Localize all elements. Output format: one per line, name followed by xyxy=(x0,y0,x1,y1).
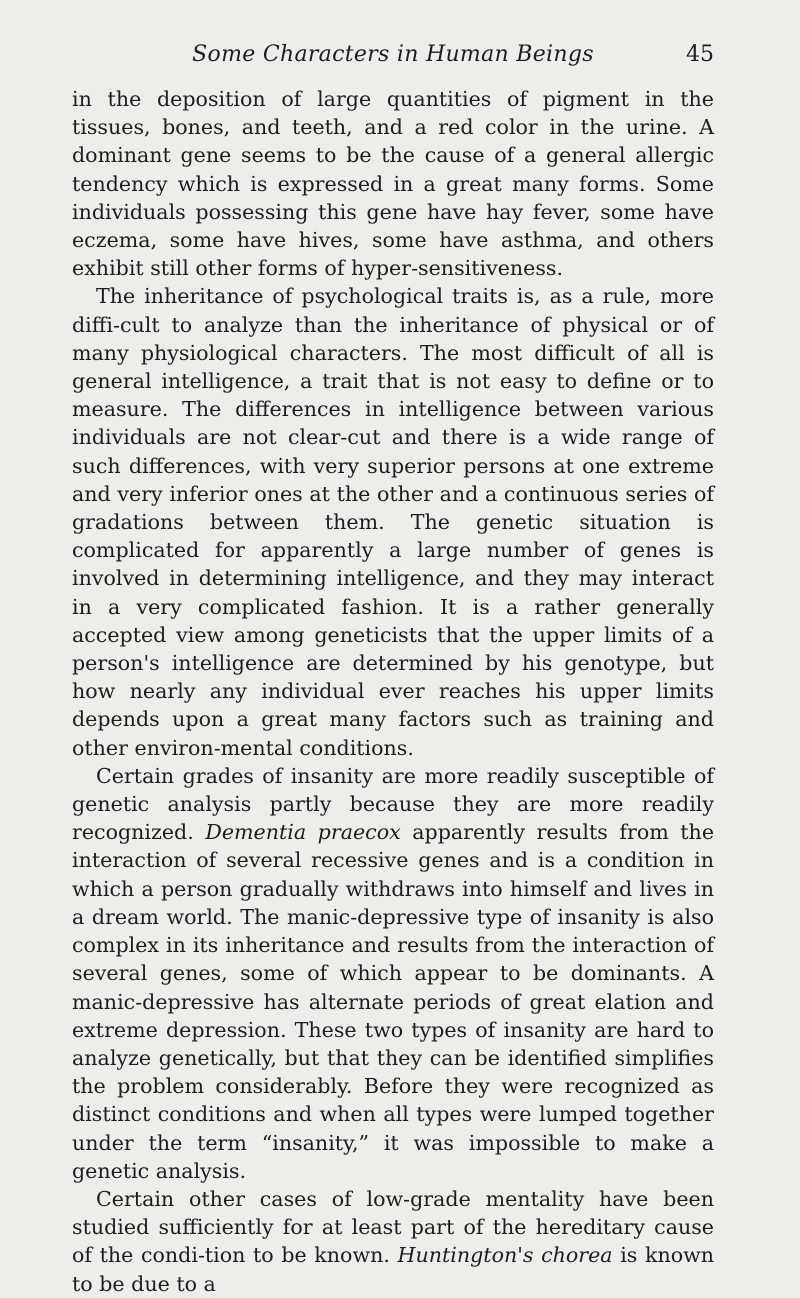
body-text xyxy=(72,85,714,1298)
paragraph xyxy=(72,762,714,1185)
italic-term: Huntington's chorea xyxy=(397,1243,613,1268)
running-header xyxy=(72,42,714,76)
paragraph-text: in the deposition of large quantities of pigment in the tissues, bones, and teeth, and a red color in the urine. A dominant gene seems to be the cause of a general allergic tendency which is expressed in a great many forms. Some individuals possessing this gene have hay fever, some have eczema, some have hives, some have asthma, and others exhibit still other forms of hyper-sensitiveness. xyxy=(72,87,714,281)
paragraph-text: Certain grades of insanity are more readily susceptible of genetic analysis partly because they are more readily recognized. xyxy=(72,763,714,845)
page-number: 45 xyxy=(686,42,714,67)
paragraph-text: apparently results from the interaction of several recessive genes and is a condition in which a person gradually withdraws into himself and lives in a dream world. The manic-depressive type of insanity is also complex in its inheritance and results from the interaction of several genes, some of which appear to be dominants. A manic-depressive has alternate periods of great elation and extreme depression. These two types of insanity are hard to analyze genetically, but that they can be identified simplifies the problem considerably. Before they were recognized as distinct conditions and when all types were lumped together under the term “insanity,” it was impossible to make a genetic analysis. xyxy=(72,820,715,1183)
paragraph xyxy=(72,85,714,282)
paragraph-text: is known to be due to a xyxy=(72,1243,715,1296)
italic-term: Dementia praecox xyxy=(205,820,401,845)
paragraph xyxy=(72,1185,714,1298)
paragraph xyxy=(72,282,714,761)
running-title: Some Characters in Human Beings xyxy=(192,42,594,67)
paragraph-text: The inheritance of psychological traits is, as a rule, more diffi-cult to analyze than the inheritance of physical or of many physiological characters. The most difficult of all is general intelligence, a trait that is not easy to define or to measure. The differences in intelligence between various individuals are not clear-cut and there is a wide range of such differences, with very superior persons at one extreme and very inferior ones at the other and a continuous series of gradations between them. The genetic situation is complicated for apparently a large number of genes is involved in determining intelligence, and they may interact in a very complicated fashion. It is a rather generally accepted view among geneticists that the upper limits of a person's intelligence are determined by his genotype, but how nearly any individual ever reaches his upper limits depends upon a great many factors such as training and other environ-mental conditions. xyxy=(72,284,714,760)
paragraph-text: Certain other cases of low-grade mentality have been studied sufficiently for at least part of the hereditary cause of the condi-tion to be known. xyxy=(72,1186,714,1268)
